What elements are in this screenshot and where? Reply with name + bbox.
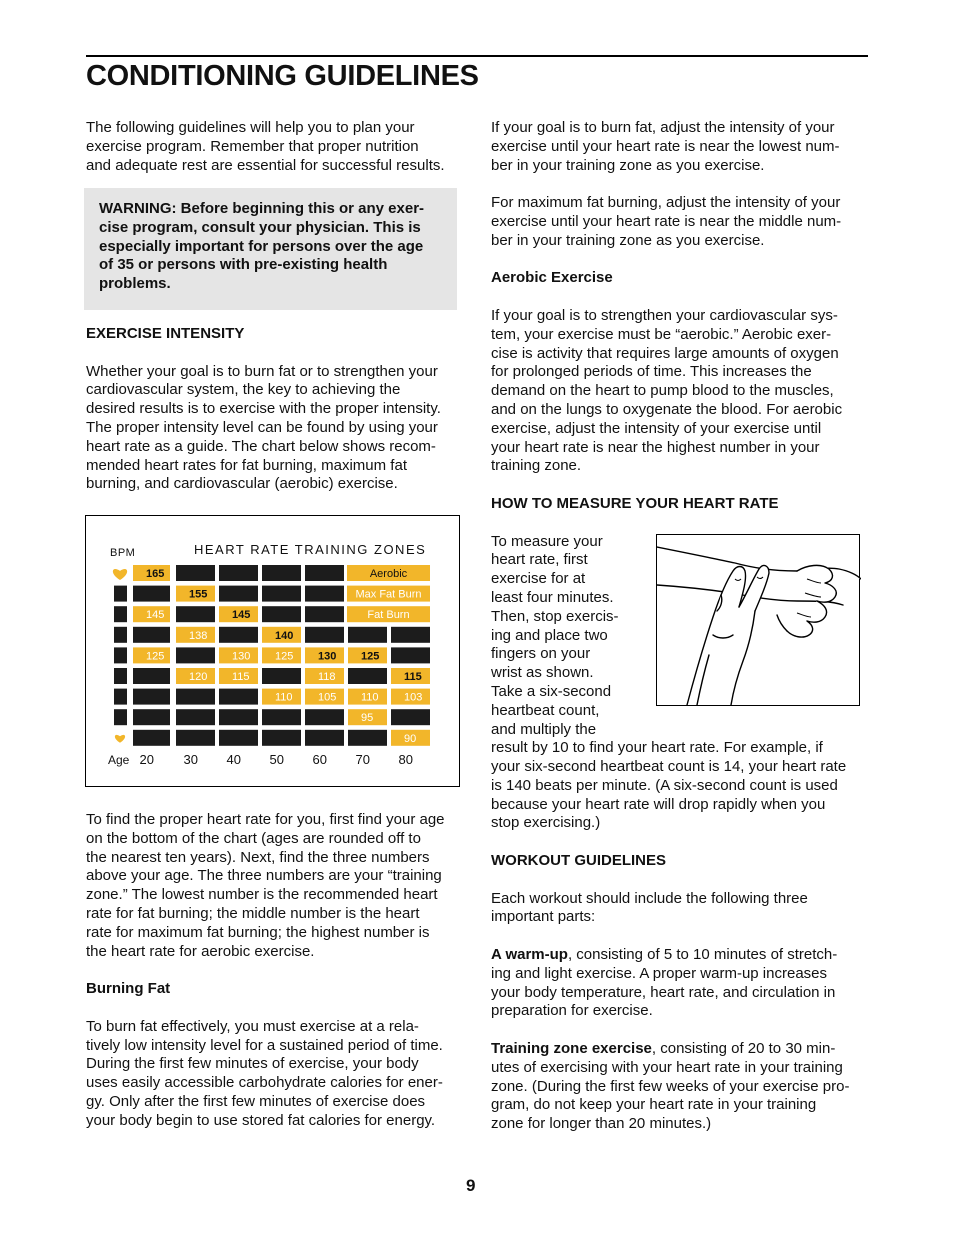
empty-cell (305, 627, 344, 643)
age-tick-label: 60 (312, 752, 327, 767)
empty-cell (133, 627, 170, 643)
max-fat-paragraph: For maximum fat burning, adjust the intensity of your exercise until your heart rate is near the middle num- ber in your training zone as you exercise. (491, 194, 842, 249)
measure-paragraph-a: To measure your heart rate, first exercise for at least four minutes. Then, stop exercis- ing and place two fingers on your wrist as shown. Take a six-second heartbeat count, and multiply the (491, 532, 619, 738)
empty-cell (133, 668, 170, 684)
empty-cell (219, 586, 258, 602)
warmup-rest: , consisting of 5 to 10 minutes of stretch- ing and light exercise. A proper warm-up increases your body temperature, heart rate, and circulation in preparation for exercise. (491, 946, 838, 1020)
empty-cell (305, 565, 344, 581)
legend-label: Max Fat Burn (355, 588, 422, 601)
page-number: 9 (466, 1176, 476, 1195)
zone-marker-cell (114, 647, 127, 663)
y-axis-label: BPM (110, 547, 136, 559)
empty-cell (219, 709, 258, 725)
page-title: CONDITIONING GUIDELINES (86, 60, 479, 92)
x-axis-label: Age (108, 753, 130, 767)
zone-value: 118 (318, 671, 336, 683)
zone-marker-cell (114, 627, 127, 643)
heart-icon (115, 735, 125, 743)
empty-cell (133, 586, 170, 602)
legend-label: Aerobic (369, 568, 408, 580)
empty-cell (348, 627, 387, 643)
zone-marker-cell (114, 709, 127, 725)
zone-value: 125 (146, 650, 165, 663)
empty-cell (176, 709, 215, 725)
training-zone-rest: , consisting of 20 to 30 min- utes of exercising with your heart rate in your training zone. (During the first few weeks of your exercise pro- gram, do not keep your heart rate in your training zone for longer than 20 minutes.) (491, 1040, 850, 1133)
empty-cell (176, 606, 215, 622)
warning-box (84, 188, 457, 310)
empty-cell (305, 586, 344, 602)
zone-marker-cell (114, 668, 127, 684)
burning-fat-paragraph: To burn fat effectively, you must exercise at a rela- tively low intensity level for a sustained period of time. During the first few minutes of exercise, your body uses easily accessible carbohydrate calories for ener- gy. Only after the first few minutes of exercise does your body begin to use stored fat calories for energy. (86, 1017, 443, 1129)
zone-value: 110 (275, 691, 293, 704)
age-tick-label: 50 (269, 752, 284, 767)
aerobic-paragraph: If your goal is to strengthen your cardiovascular sys- tem, your exercise must be “aerobic.” Aerobic exer- cise is activity that requires large amounts of oxygen for prolonged periods of time. This increases the demand on the heart to pump blood to the muscles, and on the lungs to oxygenate the blood. For aerobic exercise, adjust the intensity of your exercise until your heart rate is near the highest number in your training zone. (491, 306, 843, 475)
fat-goal-paragraph: If your goal is to burn fat, adjust the intensity of your exercise until your heart rate is near the lowest num- ber in your training zone as you exercise. (491, 119, 840, 174)
empty-cell (219, 689, 258, 705)
empty-cell (176, 689, 215, 705)
zone-value: 145 (232, 609, 251, 622)
empty-cell (348, 668, 387, 684)
workout-paragraph: Each workout should include the following three important parts: (491, 889, 808, 926)
zone-value: 125 (361, 650, 380, 663)
empty-cell (176, 647, 215, 663)
age-tick-label: 20 (139, 752, 154, 767)
left-column-top (86, 119, 466, 175)
measure-paragraph-b: result by 10 to find your heart rate. For example, if your six-second heartbeat count is 14, your heart rate is 140 beats per minute. (A six-second count is used because your heart rate will drop rapidly when you stop exercising.) (491, 739, 847, 832)
zone-value: 140 (275, 629, 294, 642)
zone-value: 145 (146, 609, 165, 622)
zone-value: 130 (232, 650, 251, 663)
heading-workout-guidelines: WORKOUT GUIDELINES (491, 852, 666, 870)
empty-cell (133, 709, 170, 725)
empty-cell (391, 647, 430, 663)
zone-marker-cell (114, 606, 127, 622)
empty-cell (305, 606, 344, 622)
zone-value: 138 (189, 629, 208, 642)
empty-cell (176, 730, 215, 746)
zone-value: 155 (189, 588, 208, 601)
zone-value: 103 (404, 691, 423, 704)
empty-cell (133, 689, 170, 705)
age-tick-label: 80 (398, 752, 413, 767)
heart-rate-chart-svg (86, 516, 461, 788)
zone-value: 95 (361, 712, 374, 725)
age-tick-label: 70 (355, 752, 370, 767)
find-rate-paragraph: To find the proper heart rate for you, first find your age on the bottom of the chart (ages are rounded off to the nearest ten years). Next, find the three numbers above your age. The three numbers are your “training zone.” The lowest number is the recommended heart rate for fat burning; the middle number is the heart rate for maximum fat burning; the highest number is the heart rate for aerobic exercise. (86, 811, 445, 960)
heading-aerobic-exercise: Aerobic Exercise (491, 269, 613, 287)
age-tick-label: 30 (183, 752, 198, 767)
zone-value: 110 (361, 691, 379, 704)
left-column-intensity (86, 325, 466, 494)
wrist-pulse-drawing (657, 535, 861, 707)
heading-measure-heart-rate: HOW TO MEASURE YOUR HEART RATE (491, 494, 779, 512)
empty-cell (176, 565, 215, 581)
legend-label: Fat Burn (367, 609, 410, 622)
empty-cell (391, 709, 430, 725)
zone-value: 130 (318, 650, 337, 663)
zone-value: 90 (404, 732, 417, 745)
empty-cell (133, 730, 170, 746)
zone-value: 115 (404, 671, 422, 683)
heading-burning-fat: Burning Fat (86, 980, 171, 998)
warmup-bold: A warm-up (491, 946, 568, 964)
empty-cell (219, 565, 258, 581)
empty-cell (262, 709, 301, 725)
heart-rate-chart (85, 515, 460, 787)
warning-text: WARNING: Before beginning this or any exer- cise program, consult your physician. This is especially important for persons over the age of 35 or persons with pre-existing health problems. (99, 200, 425, 293)
empty-cell (262, 668, 301, 684)
training-zone-bold: Training zone exercise (491, 1040, 652, 1058)
zone-value: 115 (232, 671, 250, 683)
intro-paragraph: The following guidelines will help you to plan your exercise program. Remember that proper nutrition and adequate rest are essential for successful results. (86, 119, 445, 174)
warmup-paragraph (491, 946, 871, 1021)
chart-title: HEART RATE TRAINING ZONES (194, 542, 427, 557)
empty-cell (391, 627, 430, 643)
intensity-paragraph: Whether your goal is to burn fat or to strengthen your cardiovascular system, the key to achieving the desired results is to exercise with the proper intensity. The proper intensity level can be found by using your heart rate as a guide. The chart below shows recom- mended heart rates for fat burning, maximum fat burning, and cardiovascular (aerobic) exercise. (86, 362, 441, 493)
zone-value: 125 (275, 650, 294, 663)
left-column-bottom (86, 811, 466, 1131)
title-rule (86, 55, 868, 57)
heading-exercise-intensity: EXERCISE INTENSITY (86, 325, 245, 342)
empty-cell (219, 627, 258, 643)
empty-cell (348, 730, 387, 746)
empty-cell (262, 606, 301, 622)
zone-value: 105 (318, 691, 337, 704)
age-tick-label: 40 (226, 752, 241, 767)
empty-cell (262, 730, 301, 746)
training-zone-paragraph (491, 1040, 871, 1134)
empty-cell (262, 565, 301, 581)
empty-cell (219, 730, 258, 746)
empty-cell (305, 730, 344, 746)
empty-cell (262, 586, 301, 602)
heart-icon (113, 569, 127, 580)
zone-marker-cell (114, 586, 127, 602)
zone-marker-cell (114, 689, 127, 705)
zone-value: 120 (189, 671, 208, 683)
wrist-pulse-illustration (656, 534, 860, 706)
empty-cell (305, 709, 344, 725)
zone-value: 165 (146, 568, 165, 580)
